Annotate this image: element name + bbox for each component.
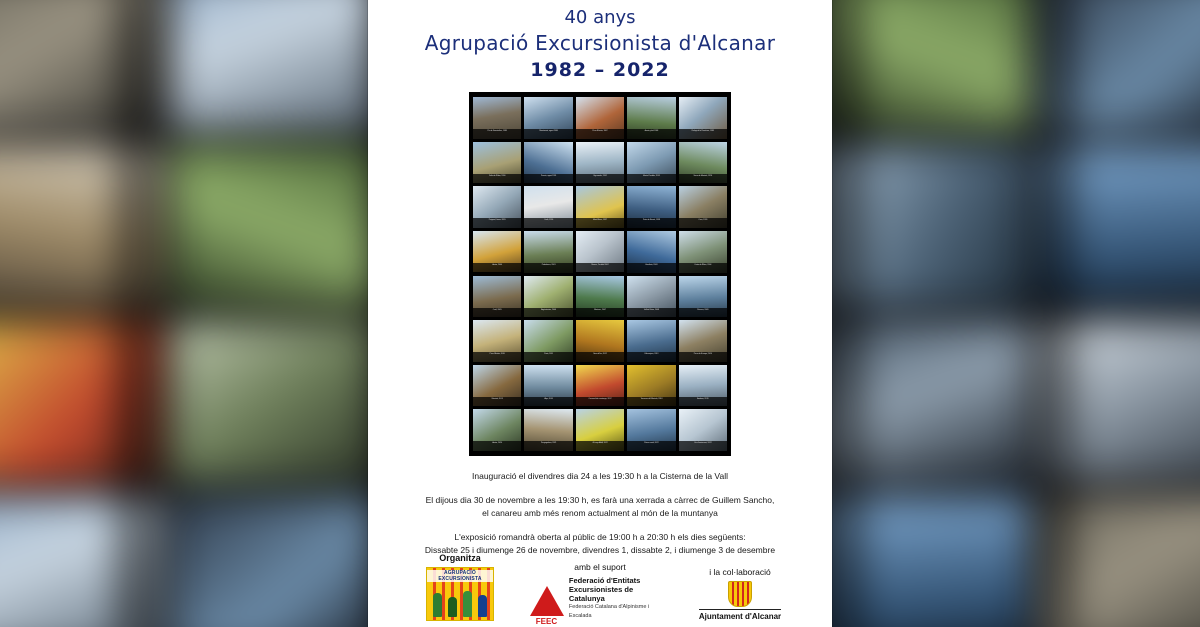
photo-caption: Andorra, 2019 — [679, 397, 727, 407]
feec-line-3: Federació Catalana d'Alpinisme i Escalada — [568, 604, 650, 619]
feec-line-1: Federació d'Entitats — [568, 576, 641, 585]
photo-cell — [524, 409, 572, 451]
photo-cell — [473, 142, 521, 184]
background-tile — [171, 0, 374, 131]
photo-cell — [524, 97, 572, 139]
mountain-triangle-icon — [530, 582, 563, 626]
footer-collaboration — [670, 567, 810, 621]
feec-logo-text — [569, 576, 670, 621]
photo-caption: Pic de Finestrelles, 1985 — [473, 129, 521, 139]
poster-title-anniversary: 40 anys — [564, 7, 636, 28]
photo-cell — [679, 142, 727, 184]
photo-caption: Montsec, 2007 — [576, 308, 624, 318]
coat-of-arms-icon — [728, 581, 752, 607]
photo-cell — [473, 186, 521, 228]
photo-caption: Aigüestortes, 2006 — [524, 308, 572, 318]
footer-organizer-title: Organitza — [439, 553, 481, 563]
poster-footer — [368, 553, 832, 626]
background-tile — [171, 146, 374, 306]
feec-logo — [530, 576, 670, 626]
photo-cell — [576, 186, 624, 228]
paragraph-inauguration — [368, 470, 832, 483]
feec-line-2: Excursionistes de Catalunya — [568, 585, 634, 603]
photo-cell — [627, 276, 675, 318]
photo-cell — [473, 365, 521, 407]
photo-caption: Alps, 2016 — [524, 397, 572, 407]
photo-caption: Travessa del Montsià, 2018 — [627, 397, 675, 407]
photo-caption: Kilimanjaro, 2013 — [627, 352, 675, 362]
photo-caption: Refugi de la Renclusa, 1989 — [679, 129, 727, 139]
photo-cell — [524, 276, 572, 318]
photo-cell — [576, 97, 624, 139]
photo-cell — [473, 276, 521, 318]
poster-body — [368, 470, 832, 557]
photo-caption: Montserrat, agost 1986 — [524, 129, 572, 139]
footer-support-title: amb el suport — [574, 562, 626, 572]
photo-cell — [524, 231, 572, 273]
photo-caption: Pedraforca, 2001 — [524, 263, 572, 273]
hiker-figure-icon — [433, 593, 442, 617]
photo-caption: Serra de Montsià, 1994 — [679, 174, 727, 184]
photo-cell — [679, 231, 727, 273]
ajuntament-name: Ajuntament d'Alcanar — [699, 609, 781, 621]
photo-caption: Montsià, 2015 — [473, 397, 521, 407]
photo-caption: Costa de l'Ebre, 2004 — [679, 263, 727, 273]
photo-cell — [627, 186, 675, 228]
photo-caption: Marroc, Toubkal 2002 — [576, 263, 624, 273]
feec-acronym: FEEC — [535, 616, 558, 626]
photo-caption: Posets, agost 1991 — [524, 174, 572, 184]
photo-cell — [576, 276, 624, 318]
photo-cell — [576, 409, 624, 451]
photo-cell — [679, 97, 727, 139]
photo-caption: 40 anys AEA, 2022 — [576, 441, 624, 451]
photo-caption: Himàlaia, 2003 — [627, 263, 675, 273]
photo-cell — [576, 320, 624, 362]
body-line: El dijous dia 30 de novembre a les 19:30 h, es farà una xerrada a càrrec de Guillem Sancho, — [425, 495, 775, 505]
body-line: Dissabte 25 i diumenge 26 de novembre, divendres 1, dissabte 2, i diumenge 3 de desembre — [424, 545, 776, 555]
background-gutter — [842, 0, 859, 627]
footer-collaboration-title: i la col·laboració — [709, 567, 771, 577]
photo-cell — [679, 365, 727, 407]
photo-caption: Ports de Beseit, 1998 — [627, 218, 675, 228]
photo-cell — [679, 409, 727, 451]
photo-caption: Delta de l'Ebre, 1990 — [473, 174, 521, 184]
photo-caption: Caro, 1999 — [679, 218, 727, 228]
photo-cell — [627, 142, 675, 184]
photo-cell — [473, 409, 521, 451]
photo-cell — [679, 186, 727, 228]
photo-cell — [524, 186, 572, 228]
photo-caption: Aneto, juliol 1988 — [627, 129, 675, 139]
photo-cell — [473, 97, 521, 139]
photo-caption: Vall de Núria, 2008 — [627, 308, 675, 318]
body-line: Inauguració el divendres dia 24 a les 19:30 h a la Cisterna de la Vall — [472, 471, 728, 481]
photo-cell — [627, 97, 675, 139]
photo-caption: Pirineus, 2009 — [679, 308, 727, 318]
photo-collage — [469, 92, 731, 456]
background-gutter — [121, 0, 140, 627]
photo-cell — [524, 365, 572, 407]
photo-caption: Puigmal, hivern 1995 — [473, 218, 521, 228]
photo-caption: Carlit, 1996 — [524, 218, 572, 228]
photo-caption: Serra d'Irta, 2012 — [576, 352, 624, 362]
photo-cell — [627, 365, 675, 407]
aea-logo-text: AGRUPACIÓ EXCURSIONISTA — [427, 570, 493, 582]
photo-caption: Picos de Europa, 2014 — [679, 352, 727, 362]
photo-grid — [473, 97, 727, 451]
photo-cell — [524, 142, 572, 184]
photo-caption: Aneto, 2020 — [473, 441, 521, 451]
photo-cell — [627, 231, 675, 273]
hiker-figure-icon — [463, 591, 472, 617]
photo-cell — [679, 276, 727, 318]
photo-cell — [627, 320, 675, 362]
background-gutter — [1056, 0, 1071, 627]
photo-caption: Monte Perdido, 1993 — [627, 174, 675, 184]
body-line: L'exposició romandrà oberta al públic de 19:00 h a 20:30 h els dies següents: — [454, 532, 746, 542]
background-tile — [171, 496, 374, 627]
photo-caption: Vignemale, 1992 — [576, 174, 624, 184]
poster-card — [368, 0, 832, 627]
body-line: el canareu amb més renom actualment al món de la muntanya — [482, 508, 718, 518]
footer-organizer — [390, 553, 530, 621]
photo-caption: Aneto, 2000 — [473, 263, 521, 273]
poster-title-years: 1982 – 2022 — [530, 59, 670, 81]
photo-caption: Carnaval de muntanya, 2017 — [576, 397, 624, 407]
photo-caption: Pica d'Estats, 1987 — [576, 129, 624, 139]
footer-support — [530, 562, 670, 626]
photo-caption: Ports, 2011 — [524, 352, 572, 362]
photo-caption: Cadí, 2005 — [473, 308, 521, 318]
photo-cell — [473, 320, 521, 362]
photo-caption: Pica d'Estats, 2010 — [473, 352, 521, 362]
aea-logo — [426, 567, 494, 621]
photo-cell — [576, 365, 624, 407]
poster-header — [368, 0, 832, 84]
photo-cell — [524, 320, 572, 362]
photo-cell — [473, 231, 521, 273]
photo-cell — [679, 320, 727, 362]
photo-caption: Mont Blanc, 1997 — [576, 218, 624, 228]
photo-cell — [576, 142, 624, 184]
photo-cell — [627, 409, 675, 451]
paragraph-talk — [368, 494, 832, 520]
photo-cell — [576, 231, 624, 273]
poster-title-organization: Agrupació Excursionista d'Alcanar — [424, 31, 776, 55]
photo-caption: Pirineu axial, 2022 — [627, 441, 675, 451]
ajuntament-logo — [670, 581, 810, 621]
hiker-figure-icon — [478, 595, 487, 617]
aea-logo-figures — [433, 589, 487, 617]
background-tile — [171, 321, 374, 481]
hiker-figure-icon — [448, 597, 457, 617]
photo-caption: Cim d'aniversari, 2022 — [679, 441, 727, 451]
photo-caption: Penyagolosa, 2021 — [524, 441, 572, 451]
